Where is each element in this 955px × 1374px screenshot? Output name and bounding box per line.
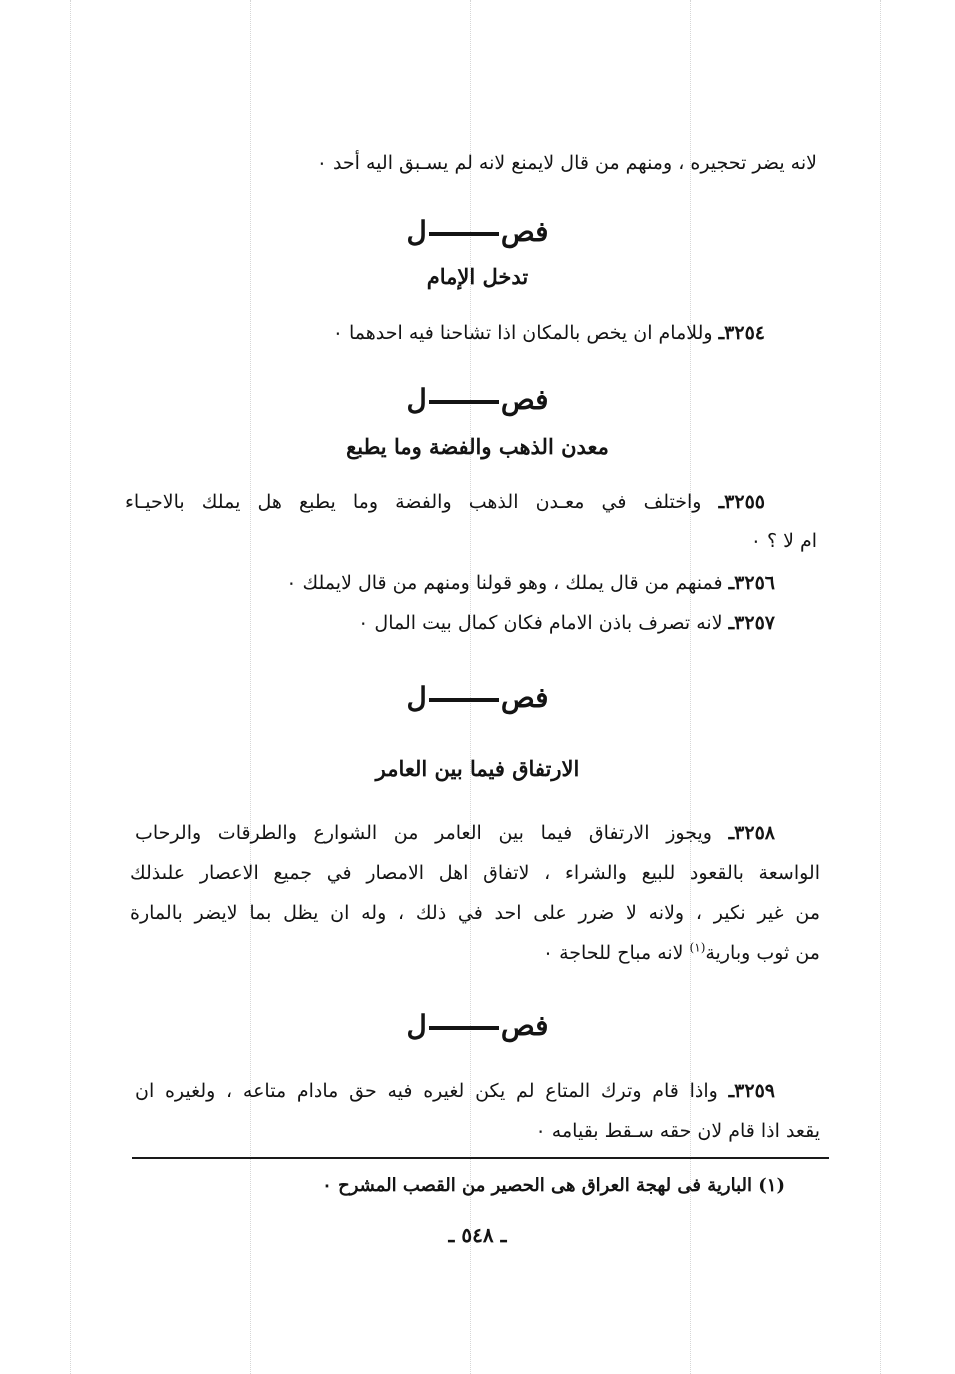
section-heading: الارتفاق فيما بين العامر (375, 756, 580, 781)
footnote (322, 1172, 785, 1200)
page-number: ـ ٥٤٨ ـ (448, 1223, 507, 1247)
text-segment: لانه يضر تحجيره ، ومنهم من قال لايمنع لانه لم يسـبق اليه أحد ٠ (316, 152, 817, 174)
kashida-stroke (429, 698, 499, 702)
paragraph-3256 (210, 568, 775, 598)
section-heading: تدخل الإمام (426, 264, 529, 289)
text-segment: يقعد اذا قام لان حقه سـقط بقيامه ٠ (535, 1120, 820, 1142)
footnote-marker: (١) (689, 940, 706, 955)
paragraph-3255 (125, 487, 765, 517)
fasl-end: ل (406, 383, 427, 416)
fasl-start: فص (500, 383, 549, 416)
text-segment: ام لا ؟ ٠ (750, 530, 817, 552)
text-segment: فمنهم من قال يملك ، وهو قولنا ومنهم من قال لايملك ٠ (286, 572, 729, 594)
text-line (500, 1116, 820, 1146)
text-line (230, 148, 817, 178)
footnote-divider (132, 1157, 829, 1159)
text-segment: وللامام ان يخص بالمكان اذا تشاحنا فيه احدهما ٠ (332, 322, 719, 344)
fasl-start: فص (500, 215, 549, 248)
paragraph-number: ٣٢٥٥ـ (718, 491, 765, 513)
paragraph-3254 (250, 318, 765, 348)
footnote-text: البارية فى لهجة العراق هى الحصير من القصب المشرح ٠ (322, 1175, 759, 1196)
paragraph-number: ٣٢٥٨ـ (728, 822, 775, 844)
section-title (0, 680, 955, 716)
text-segment: من ثوب وبارية (705, 942, 820, 964)
paragraph-number: ٣٢٥٧ـ (728, 612, 775, 634)
fasl-end: ل (406, 1009, 427, 1042)
text-segment: من غير نكير ، ولانه لا ضرر على احد في ذلك ، وله ان يظل بما لايضر بالمارة (130, 902, 820, 924)
text-segment: واختلف في معـدن الذهب والفضة وما يطبع هل يملك بالاحيـاء (125, 491, 719, 513)
fasl-start: فص (500, 681, 549, 714)
paragraph-3257 (290, 608, 775, 638)
text-segment: ويجوز الارتفاق فيما بين العامر من الشوارع والطرقات والرحاب (135, 822, 729, 844)
text-segment: الواسعة بالقعود للبيع والشراء ، لاتفاق اهل الامصار في جميع الاعصار علىذلك (130, 862, 820, 884)
section-title (0, 214, 955, 250)
paragraph-3259 (135, 1076, 775, 1106)
text-line (460, 938, 820, 968)
paragraph-number: ٣٢٥٩ـ (728, 1080, 775, 1102)
section-title (0, 382, 955, 418)
text-line (130, 858, 820, 888)
paragraph-3258 (135, 818, 775, 848)
text-segment: لانه مباح للحاجة ٠ (542, 942, 690, 964)
section-title (0, 1008, 955, 1044)
text-segment: واذا قام وترك المتاع لم يكن لغيره فيه حق مادام متاعه ، ولغيره ان (135, 1080, 729, 1102)
paragraph-number: ٣٢٥٦ـ (728, 572, 775, 594)
kashida-stroke (429, 400, 499, 404)
section-heading: معدن الذهب والفضة وما يطبع (346, 434, 609, 459)
text-line (130, 898, 820, 928)
paragraph-number: ٣٢٥٤ـ (718, 322, 765, 344)
fasl-start: فص (500, 1009, 549, 1042)
text-line (700, 526, 817, 556)
kashida-stroke (429, 1026, 499, 1030)
fasl-end: ل (406, 681, 427, 714)
fasl-end: ل (406, 215, 427, 248)
text-segment: لانه تصرف باذن الامام فكان كمال بيت المال ٠ (358, 612, 729, 634)
kashida-stroke (429, 232, 499, 236)
footnote-number: (١) (758, 1175, 785, 1196)
